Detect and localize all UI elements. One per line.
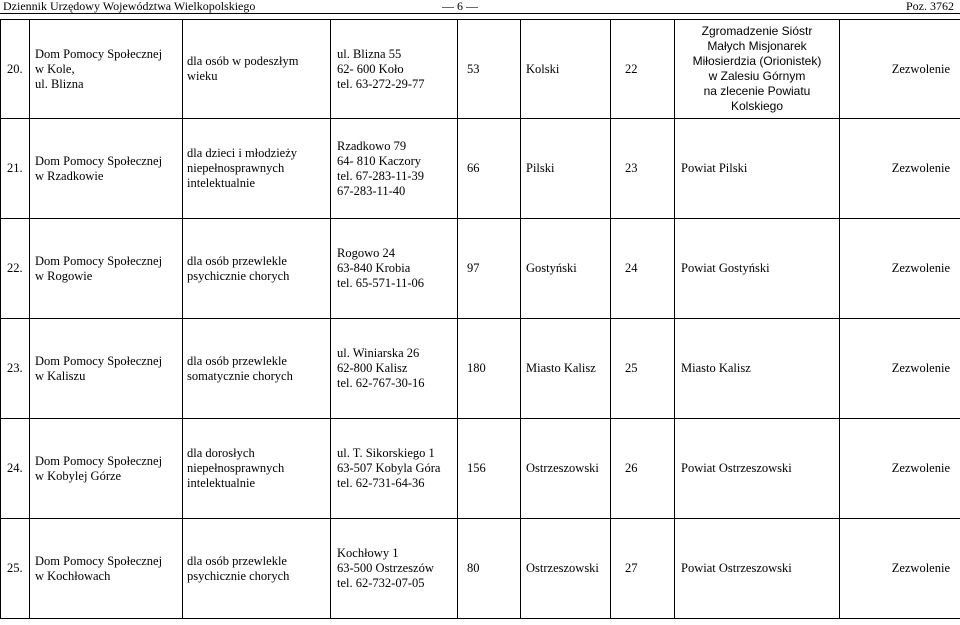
facility-name-cell — [30, 519, 183, 619]
operator-cell — [675, 219, 840, 319]
facility-address-line: tel. 62-767-30-16 — [337, 376, 425, 390]
index-number-cell — [611, 519, 675, 619]
facility-type-line: intelektualnie — [187, 176, 256, 190]
facility-address-cell — [331, 519, 458, 619]
facility-address-line: 63-500 Ostrzeszów — [337, 561, 434, 575]
facility-type-line: psychicznie chorych — [187, 268, 290, 283]
places-count: 97 — [467, 261, 480, 275]
facility-name-cell — [30, 119, 183, 219]
places-count: 156 — [467, 461, 486, 475]
operator-cell — [675, 119, 840, 219]
facility-name-cell — [30, 419, 183, 519]
status-cell — [840, 319, 960, 419]
index-number-cell — [611, 119, 675, 219]
table-row — [1, 319, 960, 419]
operator-line: Powiat Ostrzeszowski — [681, 561, 792, 575]
facility-name-line: w Rzadkowie — [35, 168, 104, 183]
table-row — [1, 419, 960, 519]
status: Zezwolenie — [891, 461, 950, 475]
county-cell — [521, 419, 611, 519]
places-count-cell — [458, 419, 521, 519]
position-number: Poz. 3762 — [906, 0, 954, 13]
facility-type-cell — [183, 219, 331, 319]
index-number: 23 — [625, 161, 638, 175]
places-count-cell — [458, 519, 521, 619]
row-number-cell — [1, 219, 30, 319]
facility-type-line: wieku — [187, 69, 218, 83]
facility-name-line: Dom Pomocy Społecznej — [35, 453, 163, 468]
facility-address-line: tel. 67-283-11-39 — [337, 168, 425, 183]
facility-name-line: Dom Pomocy Społecznej — [35, 153, 163, 168]
facility-name-line: Dom Pomocy Społecznej — [35, 353, 163, 368]
facility-type-cell — [183, 119, 331, 219]
index-number: 26 — [625, 461, 638, 475]
facility-type-cell — [183, 319, 331, 419]
county-cell — [521, 219, 611, 319]
index-number: 27 — [625, 561, 638, 575]
table-row — [1, 219, 960, 319]
facility-type-line: dla osób w podeszłym — [187, 54, 299, 68]
status: Zezwolenie — [891, 361, 950, 375]
page-number: — 6 — — [442, 0, 478, 13]
facility-name-line: w Kobylej Górze — [35, 468, 122, 483]
index-number-cell — [611, 319, 675, 419]
facility-name-line: w Rogowie — [35, 268, 93, 283]
county: Ostrzeszowski — [526, 561, 599, 575]
facility-name-line: Dom Pomocy Społecznej — [35, 46, 163, 61]
operator-cell — [675, 519, 840, 619]
facility-address-line: 62-800 Kalisz — [337, 361, 408, 375]
row-number: 25. — [7, 561, 23, 575]
county: Pilski — [526, 161, 555, 175]
operator-line: Kolskiego — [730, 99, 784, 113]
index-number: 22 — [625, 61, 638, 76]
county: Kolski — [526, 61, 560, 76]
status: Zezwolenie — [891, 561, 950, 575]
operator-line: Zgromadzenie Sióstr — [701, 24, 813, 38]
facility-type-line: intelektualnie — [187, 476, 256, 490]
facility-name-line: Dom Pomocy Społecznej — [35, 553, 163, 568]
operator-line: w Zalesiu Górnym — [708, 69, 806, 83]
facility-address-line: ul. Winiarska 26 — [337, 346, 420, 360]
operator-cell — [675, 20, 840, 119]
operator-line: na zlecenie Powiatu — [703, 84, 811, 98]
facility-address-line: 64- 810 Kaczory — [337, 153, 421, 168]
facility-type-line: dla dorosłych — [187, 446, 255, 460]
table-row — [1, 519, 960, 619]
table-body — [1, 20, 960, 619]
status-cell — [840, 519, 960, 619]
facility-address-line: ul. Blizna 55 — [337, 46, 402, 61]
row-number-cell — [1, 319, 30, 419]
row-number: 20. — [7, 61, 23, 76]
facility-address-line: Rzadkowo 79 — [337, 138, 407, 153]
facility-type-cell — [183, 20, 331, 119]
facility-type-line: dla dzieci i młodzieży — [187, 146, 298, 160]
places-count: 53 — [467, 61, 480, 76]
facility-address-line: ul. T. Sikorskiego 1 — [337, 446, 435, 460]
index-number-cell — [611, 419, 675, 519]
places-count-cell — [458, 20, 521, 119]
row-number: 21. — [7, 161, 23, 175]
facility-address-line: Kochłowy 1 — [337, 546, 399, 560]
status: Zezwolenie — [891, 61, 950, 76]
facility-address-cell — [331, 20, 458, 119]
places-count-cell — [458, 219, 521, 319]
facility-address-cell — [331, 419, 458, 519]
facility-address-line: tel. 62-732-07-05 — [337, 576, 425, 590]
index-number-cell — [611, 20, 675, 119]
facility-address-line: 62- 600 Koło — [337, 61, 404, 76]
operator-cell — [675, 419, 840, 519]
operator-line: Powiat Gostyński — [681, 261, 770, 275]
county: Miasto Kalisz — [526, 361, 596, 375]
facility-type-line: dla osób przewlekle — [187, 253, 287, 268]
places-count-cell — [458, 119, 521, 219]
index-number: 24 — [625, 261, 638, 275]
places-count: 180 — [467, 361, 486, 375]
places-count: 66 — [467, 161, 480, 175]
facility-type-cell — [183, 519, 331, 619]
facility-name-cell — [30, 219, 183, 319]
header-rule — [0, 13, 960, 14]
status-cell — [840, 219, 960, 319]
facility-name-line: w Kole, — [35, 61, 75, 76]
facility-type-line: psychicznie chorych — [187, 568, 290, 583]
facility-type-line: niepełnosprawnych — [187, 161, 285, 175]
row-number-cell — [1, 519, 30, 619]
operator-line: Małych Misjonarek — [707, 39, 807, 53]
facility-name-line: Dom Pomocy Społecznej — [35, 253, 163, 268]
table-row — [1, 20, 960, 119]
county: Gostyński — [526, 261, 577, 275]
operator-line: Miłosierdzia (Orionistek) — [692, 54, 822, 68]
operator-line: Powiat Pilski — [681, 161, 748, 175]
county-cell — [521, 319, 611, 419]
facility-type-cell — [183, 419, 331, 519]
row-number: 23. — [7, 361, 23, 375]
facility-type-line: dla osób przewlekle — [187, 553, 287, 568]
care-homes-table — [0, 19, 960, 619]
row-number: 22. — [7, 261, 23, 275]
facility-name-line: ul. Blizna — [35, 76, 84, 91]
county-cell — [521, 119, 611, 219]
facility-address-cell — [331, 119, 458, 219]
facility-address-line: 63-507 Kobyla Góra — [337, 461, 441, 475]
row-number-cell — [1, 419, 30, 519]
status: Zezwolenie — [891, 161, 950, 175]
facility-name-line: w Kochłowach — [35, 568, 111, 583]
table-row — [1, 119, 960, 219]
facility-name-cell — [30, 319, 183, 419]
operator-line: Powiat Ostrzeszowski — [681, 461, 792, 475]
facility-type-line: somatycznie chorych — [187, 368, 293, 383]
facility-address-cell — [331, 319, 458, 419]
facility-name-cell — [30, 20, 183, 119]
places-count-cell — [458, 319, 521, 419]
page-header — [0, 0, 960, 14]
facility-name-line: w Kaliszu — [35, 368, 86, 383]
journal-title: Dziennik Urzędowy Województwa Wielkopolskiego — [3, 0, 256, 13]
status: Zezwolenie — [891, 261, 950, 275]
facility-address-cell — [331, 219, 458, 319]
facility-address-line: Rogowo 24 — [337, 246, 395, 260]
index-number: 25 — [625, 361, 638, 375]
operator-line: Miasto Kalisz — [681, 361, 751, 375]
facility-address-line: 67-283-11-40 — [337, 183, 406, 198]
places-count: 80 — [467, 561, 480, 575]
status-cell — [840, 119, 960, 219]
facility-address-line: 63-840 Krobia — [337, 261, 411, 275]
county: Ostrzeszowski — [526, 461, 599, 475]
row-number-cell — [1, 119, 30, 219]
facility-address-line: tel. 63-272-29-77 — [337, 76, 425, 91]
row-number: 24. — [7, 461, 23, 475]
county-cell — [521, 20, 611, 119]
facility-address-line: tel. 62-731-64-36 — [337, 476, 425, 490]
operator-cell — [675, 319, 840, 419]
index-number-cell — [611, 219, 675, 319]
facility-type-line: niepełnosprawnych — [187, 461, 285, 475]
county-cell — [521, 519, 611, 619]
status-cell — [840, 20, 960, 119]
facility-address-line: tel. 65-571-11-06 — [337, 276, 425, 290]
facility-type-line: dla osób przewlekle — [187, 353, 287, 368]
status-cell — [840, 419, 960, 519]
row-number-cell — [1, 20, 30, 119]
